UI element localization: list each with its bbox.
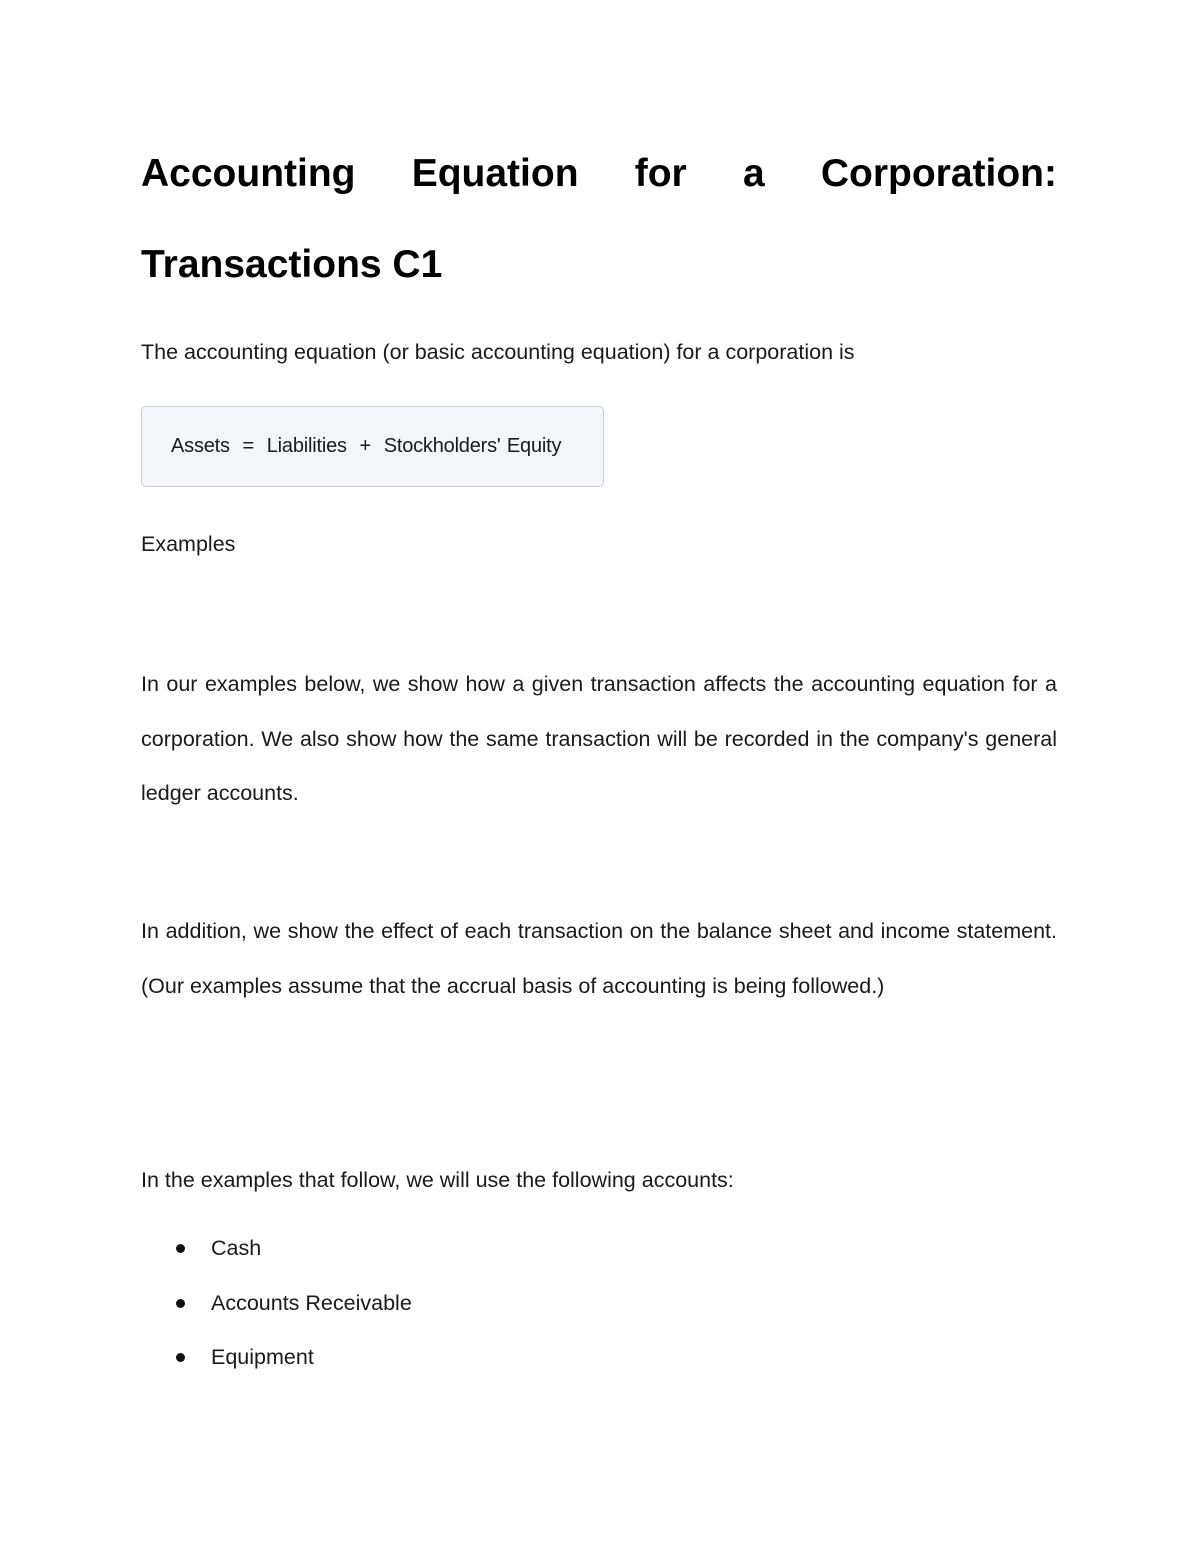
accounting-equation-box [141, 406, 604, 487]
accounting-equation: Assets = Liabilities + Stockholders' Equity [171, 435, 562, 457]
paragraph-accounts-intro: In the examples that follow, we will use the following accounts: [141, 1168, 734, 1192]
paragraph-effects: In addition, we show the effect of each transaction on the balance sheet and income statement. (Our examples assume that the accrual basis of accounting is being followed.) [141, 919, 1057, 998]
paragraph-examples-intro: In our examples below, we show how a given transaction affects the accounting equation for a corporation. We also show how the same transaction will be recorded in the company's general ledger accounts. [141, 672, 1057, 805]
account-name: Equipment [211, 1345, 314, 1369]
account-name: Accounts Receivable [211, 1290, 412, 1315]
accounts-list [141, 1221, 1057, 1385]
document-title: Accounting Equation for a Corporation: Transactions C1 [141, 152, 1057, 286]
list-item [141, 1330, 1057, 1385]
examples-heading: Examples [141, 532, 236, 556]
bullet-icon [176, 1299, 185, 1308]
account-name: Cash [211, 1236, 262, 1260]
bullet-icon [176, 1244, 185, 1253]
intro-paragraph: The accounting equation (or basic accounting equation) for a corporation is [141, 340, 855, 364]
bullet-icon [176, 1353, 185, 1362]
list-item [141, 1276, 1057, 1331]
list-item [141, 1221, 1057, 1276]
